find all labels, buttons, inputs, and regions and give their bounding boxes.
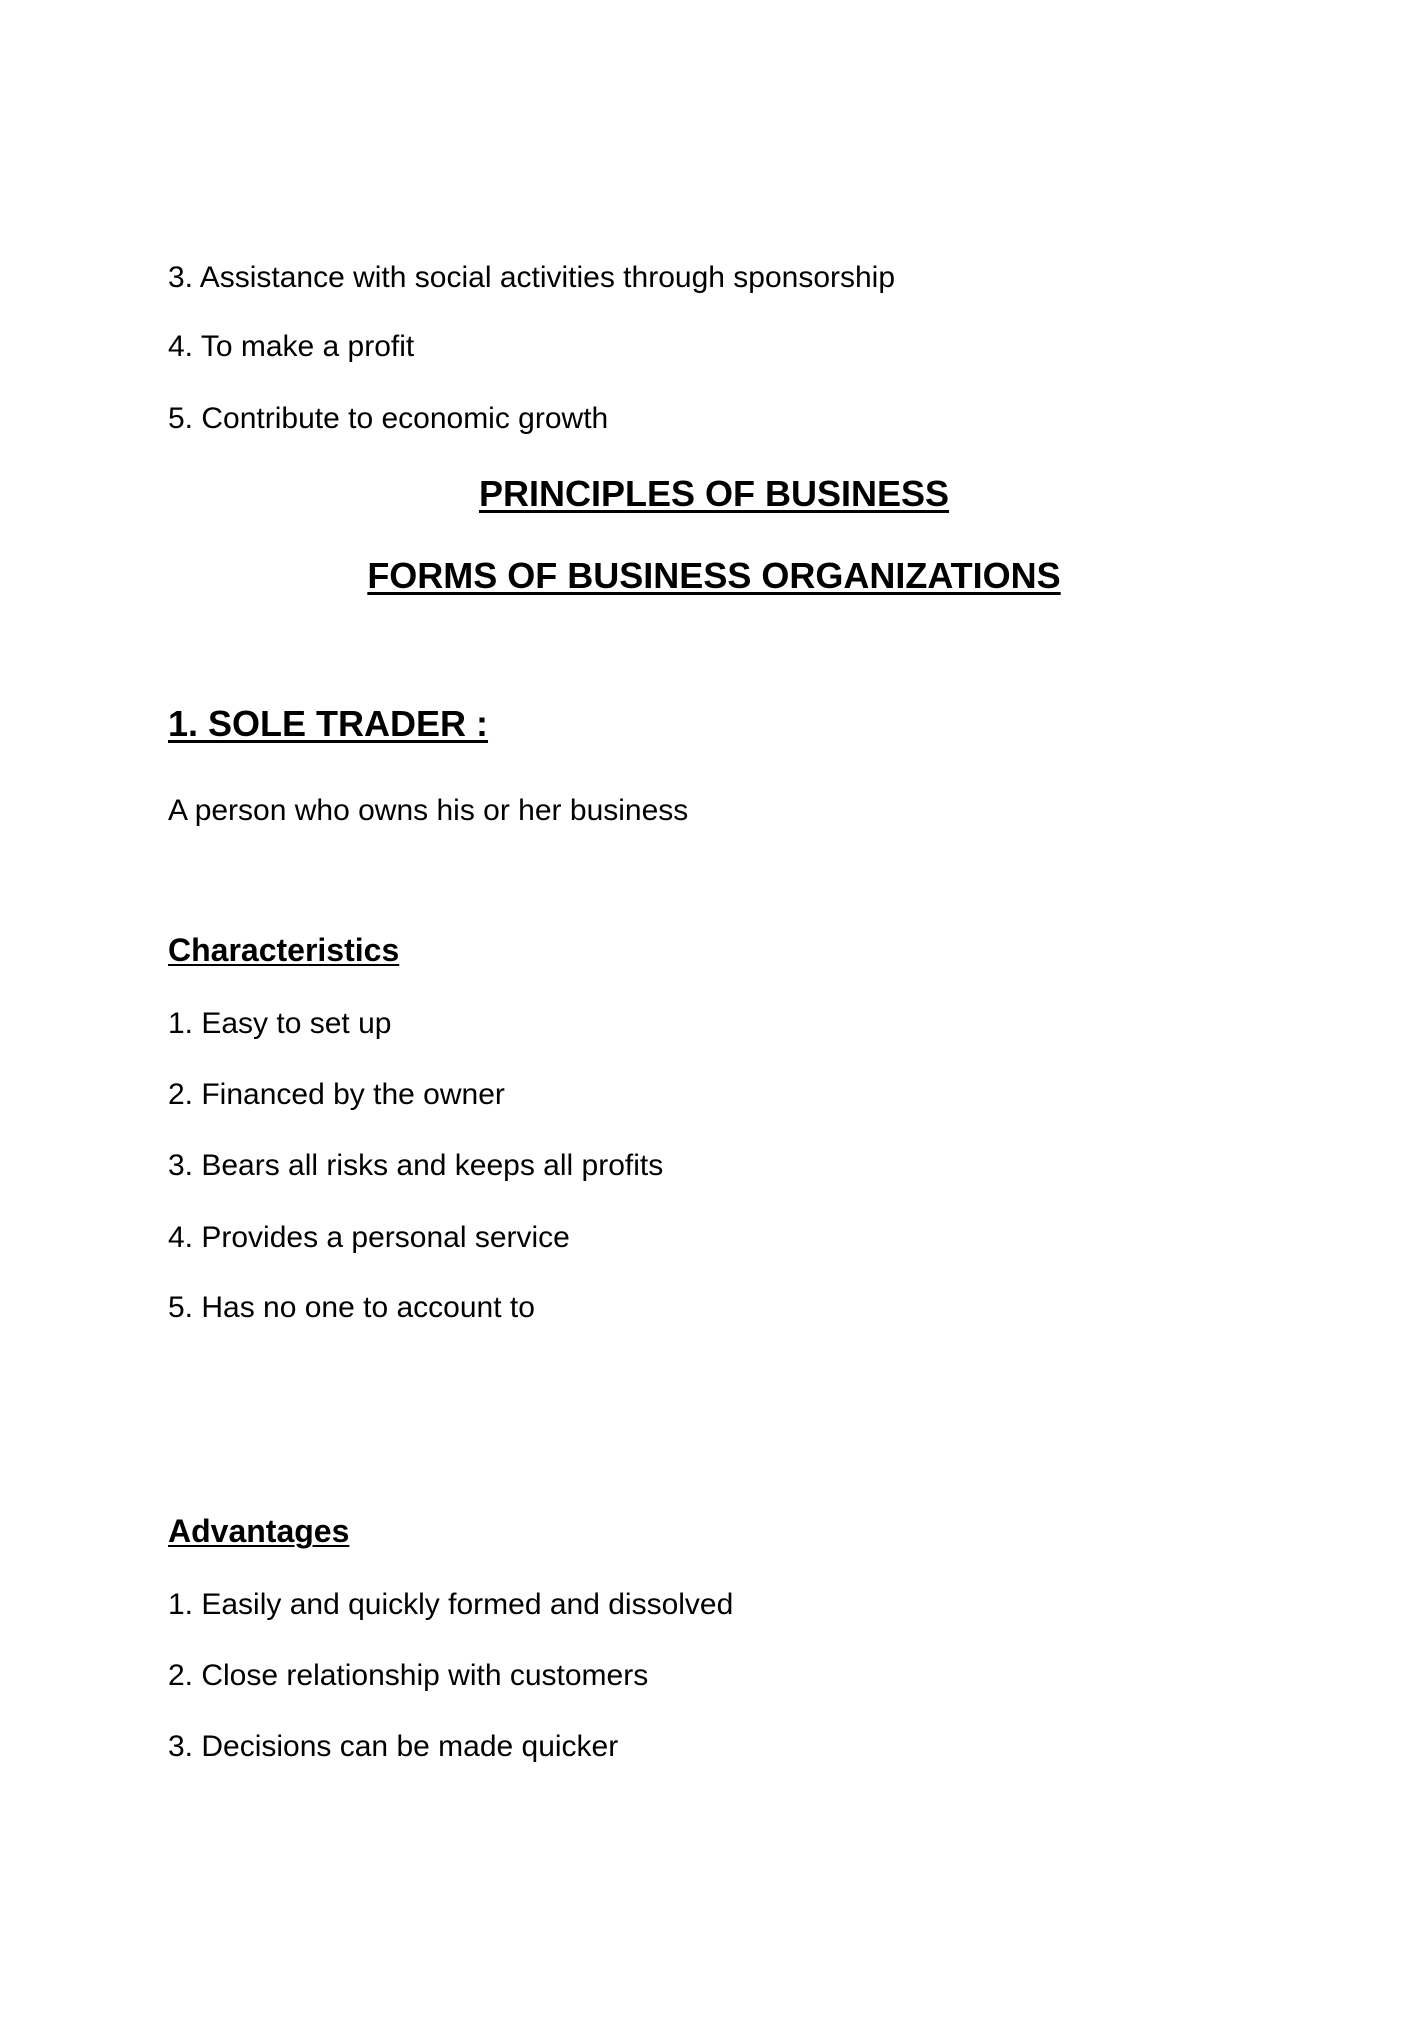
advantages-heading: Advantages <box>168 1513 350 1549</box>
list-item: 5. Contribute to economic growth <box>168 401 609 435</box>
definition-text: A person who owns his or her business <box>168 793 689 827</box>
list-item: 1. Easily and quickly formed and dissolved <box>168 1587 734 1621</box>
topic-title: FORMS OF BUSINESS ORGANIZATIONS <box>367 554 1061 596</box>
subject-title: PRINCIPLES OF BUSINESS <box>478 472 950 514</box>
list-item: 5. Has no one to account to <box>168 1290 535 1324</box>
list-item: 4. To make a profit <box>168 329 415 363</box>
characteristics-heading: Characteristics <box>168 932 400 968</box>
list-item: 2. Close relationship with customers <box>168 1658 649 1692</box>
list-item: 3. Decisions can be made quicker <box>168 1729 619 1763</box>
list-item: 4. Provides a personal service <box>168 1220 570 1254</box>
list-item: 3. Bears all risks and keeps all profits <box>168 1148 664 1182</box>
list-item: 2. Financed by the owner <box>168 1077 505 1111</box>
section-heading-sole-trader: 1. SOLE TRADER : <box>168 702 489 744</box>
list-item: 1. Easy to set up <box>168 1006 392 1040</box>
list-item: 3. Assistance with social activities through sponsorship <box>168 260 896 294</box>
